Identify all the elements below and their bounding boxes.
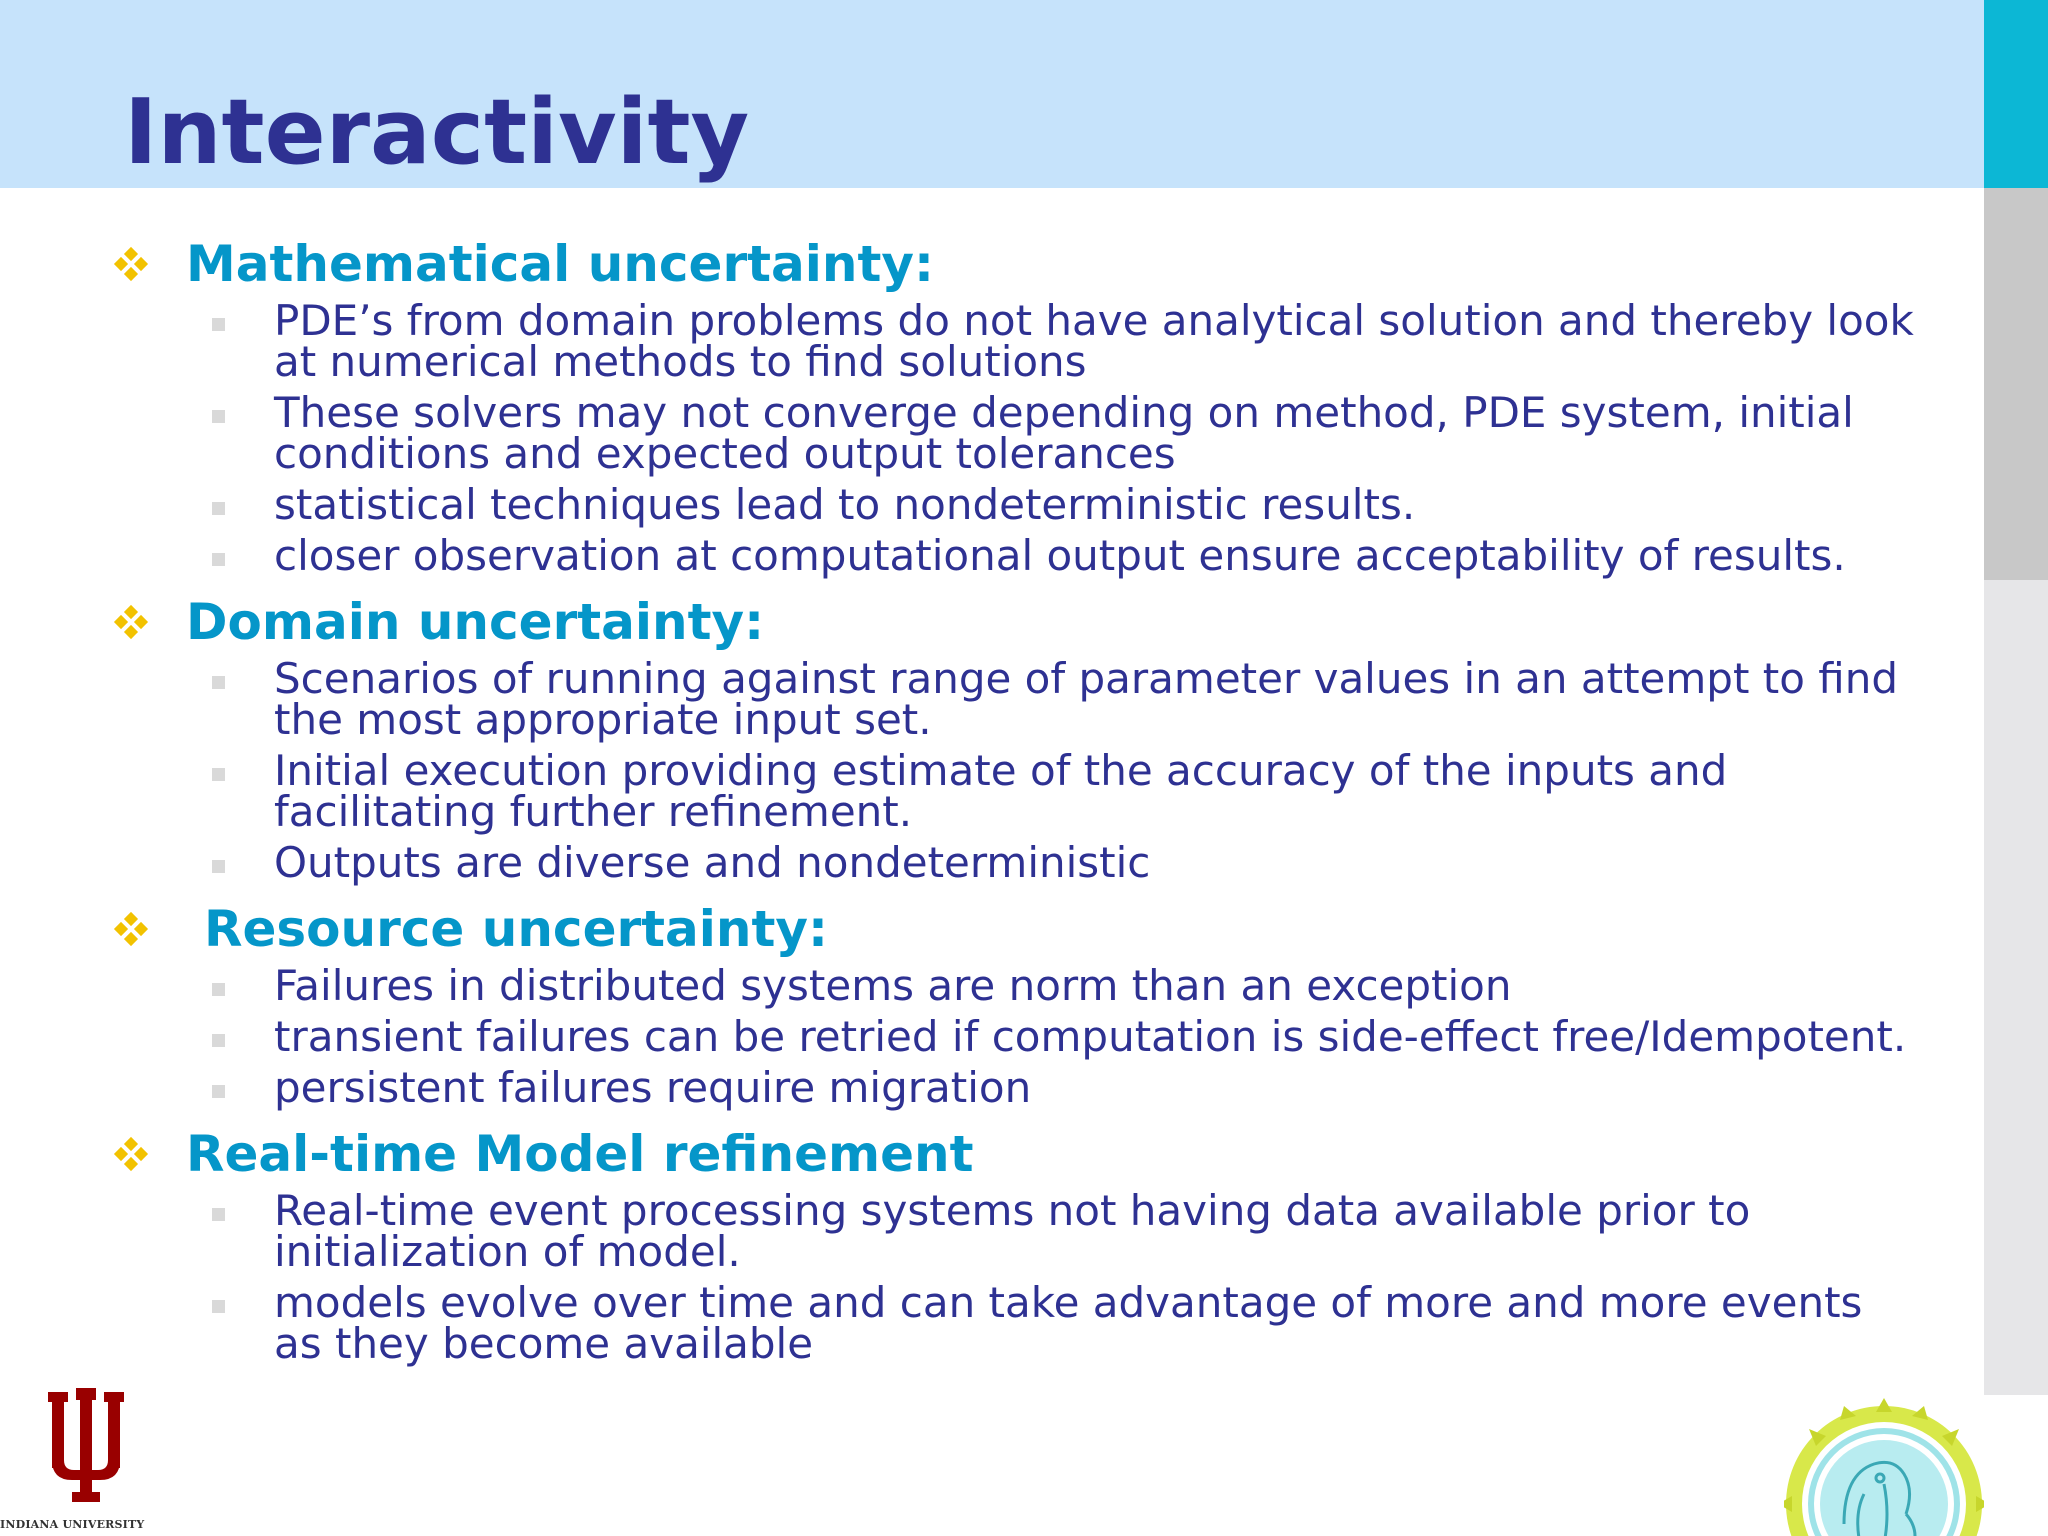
bullet-item: statistical techniques lead to nondeterministic results. (108, 484, 1978, 525)
section-domain-uncertainty (108, 586, 1978, 887)
diamond-bullet-icon (108, 906, 154, 952)
square-bullet-icon (212, 1300, 225, 1313)
square-bullet-icon (212, 318, 225, 331)
slide-body (108, 228, 1978, 1374)
section-heading: Resource uncertainty: (204, 900, 828, 958)
square-bullet-icon (212, 553, 225, 566)
accent-strip (1984, 0, 2048, 188)
section-heading: Domain uncertainty: (186, 593, 765, 651)
bullet-item: PDE’s from domain problems do not have analytical solution and thereby look at numerical methods to find solutions (108, 300, 1978, 382)
bullet-item: Real-time event processing systems not having data available prior to initialization of model. (108, 1190, 1978, 1272)
side-strip (1984, 188, 2048, 580)
square-bullet-icon (212, 860, 225, 873)
square-bullet-icon (212, 676, 225, 689)
bullet-item: transient failures can be retried if computation is side-effect free/Idempotent. (108, 1016, 1978, 1057)
square-bullet-icon (212, 1034, 225, 1047)
section-real-time-model-refinement (108, 1118, 1978, 1368)
square-bullet-icon (212, 1208, 225, 1221)
square-bullet-icon (212, 502, 225, 515)
bullet-item: closer observation at computational output ensure acceptability of results. (108, 535, 1978, 576)
bullet-item: These solvers may not converge depending on method, PDE system, initial conditions and expected output tolerances (108, 392, 1978, 474)
bullet-item: Scenarios of running against range of parameter values in an attempt to find the most appropriate input set. (108, 658, 1978, 740)
bullet-item: Initial execution providing estimate of the accuracy of the inputs and facilitating further refinement. (108, 750, 1978, 832)
indiana-university-logo (0, 1388, 170, 1536)
square-bullet-icon (212, 1085, 225, 1098)
diamond-bullet-icon (108, 241, 154, 287)
square-bullet-icon (212, 768, 225, 781)
bullet-item: models evolve over time and can take advantage of more and more events as they become available (108, 1282, 1978, 1364)
bullet-item: persistent failures require migration (108, 1067, 1978, 1108)
square-bullet-icon (212, 983, 225, 996)
seal-emblem-icon (1784, 1394, 1984, 1536)
section-heading: Real-time Model refinement (186, 1125, 974, 1183)
section-resource-uncertainty (108, 893, 1978, 1112)
diamond-bullet-icon (108, 1131, 154, 1177)
bullet-item: Outputs are diverse and nondeterministic (108, 842, 1978, 883)
slide-title: Interactivity (124, 80, 750, 185)
section-heading: Mathematical uncertainty: (186, 235, 934, 293)
diamond-bullet-icon (108, 599, 154, 645)
bullet-item: Failures in distributed systems are norm than an exception (108, 965, 1978, 1006)
iu-trident-icon (26, 1388, 146, 1512)
logo-caption: INDIANA UNIVERSITY (0, 1518, 145, 1531)
side-strip-light (1984, 580, 2048, 1395)
elephant-seal-logo (1784, 1394, 1984, 1536)
section-mathematical-uncertainty (108, 228, 1978, 580)
square-bullet-icon (212, 410, 225, 423)
